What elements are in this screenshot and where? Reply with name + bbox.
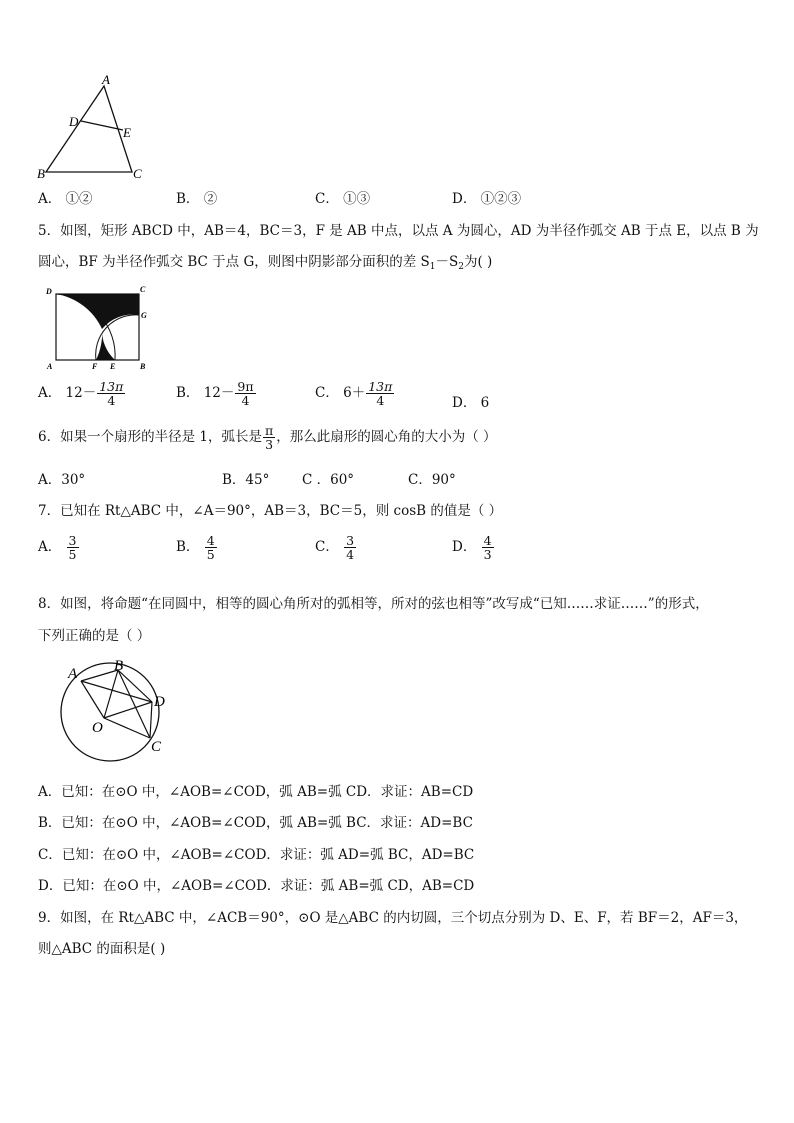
option-letter: A． bbox=[38, 539, 62, 556]
fraction: $\frac{13\pi}{4}$ bbox=[99, 379, 124, 409]
label-A: A bbox=[68, 666, 78, 682]
q7-option-c[interactable] bbox=[315, 534, 357, 561]
label-E: E bbox=[110, 362, 116, 371]
option-letter: D． bbox=[452, 191, 477, 207]
q7-option-a[interactable] bbox=[38, 534, 80, 561]
q8-stem-line2: 下列正确的是（ ） bbox=[38, 628, 151, 644]
option-prefix: 6＋ bbox=[343, 385, 366, 402]
option-text: 60° bbox=[330, 472, 355, 488]
label-D: D bbox=[69, 114, 79, 129]
label-C: C bbox=[133, 166, 142, 180]
fraction: $\frac{13\pi}{4}$ bbox=[368, 379, 393, 409]
option-text: 45° bbox=[245, 472, 270, 488]
q8-option-c[interactable]: C．已知：在⊙O 中，∠AOB=∠COD．求证：弧 AD=弧 BC，AD=BC bbox=[38, 847, 475, 863]
q8-stem-line1: 8．如图，将命题“在同圆中，相等的圆心角所对的弧相等，所对的弦也相等”改写成“已知……求证……”的形式， bbox=[38, 596, 709, 612]
triangle-figure bbox=[34, 74, 154, 180]
label-G: G bbox=[141, 311, 147, 320]
q4-option-a[interactable] bbox=[38, 187, 93, 207]
label-B: B bbox=[140, 362, 146, 371]
rectangle-arcs-figure bbox=[44, 284, 154, 374]
fraction: $\frac{4}{3}$ bbox=[483, 533, 492, 563]
label-D: D bbox=[46, 287, 52, 296]
q8-option-a[interactable]: A．已知：在⊙O 中，∠AOB=∠COD，弧 AB=弧 CD．求证：AB=CD bbox=[38, 784, 474, 800]
circle-chords-figure bbox=[54, 656, 174, 766]
q7-option-b[interactable] bbox=[176, 534, 218, 561]
q6-option-b[interactable] bbox=[222, 468, 269, 488]
q5-stem-line2: 圆心，BF 为半径作弧交 BC 于点 G，则图中阴影部分面积的差 $S_1-S_2$为( ) bbox=[38, 254, 493, 272]
option-letter: B． bbox=[176, 539, 200, 556]
option-letter: A． bbox=[38, 385, 62, 402]
option-text: 30° bbox=[61, 472, 86, 488]
label-C: C bbox=[151, 739, 162, 755]
option-letter: C． bbox=[315, 191, 339, 207]
q5-option-b[interactable] bbox=[176, 380, 257, 407]
option-text: ①② bbox=[65, 191, 93, 207]
option-letter: B． bbox=[176, 385, 200, 402]
fraction: $\frac{3}{5}$ bbox=[68, 533, 77, 563]
q9-stem-line1: 9．如图，在 Rt△ABC 中，∠ACB＝90°，⊙O 是△ABC 的内切圆，三个切点分别为 D、E、F，若 BF＝2，AF＝3， bbox=[38, 910, 748, 926]
q9-stem-line2: 则△ABC 的面积是( ) bbox=[38, 941, 166, 957]
option-text: ② bbox=[203, 191, 218, 207]
option-letter: A． bbox=[38, 472, 62, 488]
option-text: ①②③ bbox=[480, 191, 522, 207]
label-A: A bbox=[47, 362, 53, 371]
option-letter: C． bbox=[315, 385, 339, 402]
option-prefix: 12－ bbox=[65, 385, 97, 402]
q7-stem: 7．已知在 Rt△ABC 中，∠A＝90°，AB＝3，BC＝5，则 cosB 的值是（ ） bbox=[38, 503, 503, 519]
label-A: A bbox=[102, 74, 110, 87]
label-B: B bbox=[114, 658, 124, 674]
fraction: $\frac{3}{4}$ bbox=[346, 533, 355, 563]
label-E: E bbox=[123, 125, 131, 140]
label-D: D bbox=[154, 694, 165, 710]
fraction: $\frac{4}{5}$ bbox=[206, 533, 215, 563]
option-text: 90° bbox=[431, 472, 456, 488]
q6-option-d[interactable] bbox=[408, 468, 456, 488]
q6-option-a[interactable] bbox=[38, 468, 85, 488]
option-letter: C． bbox=[408, 472, 432, 488]
option-letter: B． bbox=[176, 191, 200, 207]
q4-option-c[interactable] bbox=[315, 187, 370, 207]
option-letter: D． bbox=[452, 395, 477, 411]
label-B: B bbox=[37, 166, 45, 180]
q4-option-d[interactable] bbox=[452, 187, 521, 207]
q5-option-a[interactable] bbox=[38, 380, 126, 407]
q6-stem: 6．如果一个扇形的半径是 1，弧长是 $\frac{\pi}{3}$ ，那么此扇形的圆心角的大小为（ ） bbox=[38, 423, 497, 453]
option-letter: A． bbox=[38, 191, 62, 207]
option-letter: C ． bbox=[302, 472, 331, 488]
q6-option-c[interactable] bbox=[302, 468, 354, 488]
q5-stem-line1: 5．如图，矩形 ABCD 中，AB＝4，BC＝3，F 是 AB 中点，以点 A 为圆心，AD 为半径作弧交 AB 于点 E，以点 B 为 bbox=[38, 223, 759, 239]
option-letter: C． bbox=[315, 539, 339, 556]
q4-option-b[interactable] bbox=[176, 187, 217, 207]
q8-option-d[interactable]: D．已知：在⊙O 中，∠AOB=∠COD．求证：弧 AB=弧 CD，AB=CD bbox=[38, 878, 475, 894]
option-text: ①③ bbox=[343, 191, 371, 207]
label-O: O bbox=[92, 720, 103, 736]
q7-option-d[interactable] bbox=[452, 534, 495, 561]
option-letter: B． bbox=[222, 472, 246, 488]
label-C: C bbox=[140, 285, 146, 294]
option-letter: D． bbox=[452, 539, 477, 556]
label-F: F bbox=[92, 362, 98, 371]
option-text: 6 bbox=[480, 395, 490, 411]
q5-option-d[interactable] bbox=[452, 391, 489, 411]
q8-option-b[interactable]: B．已知：在⊙O 中，∠AOB=∠COD，弧 AB=弧 BC．求证：AD=BC bbox=[38, 815, 473, 831]
fraction: $\frac{\pi}{3}$ bbox=[264, 423, 274, 453]
q5-option-c[interactable] bbox=[315, 380, 395, 407]
option-prefix: 12－ bbox=[203, 385, 235, 402]
fraction: $\frac{9\pi}{4}$ bbox=[237, 379, 254, 409]
